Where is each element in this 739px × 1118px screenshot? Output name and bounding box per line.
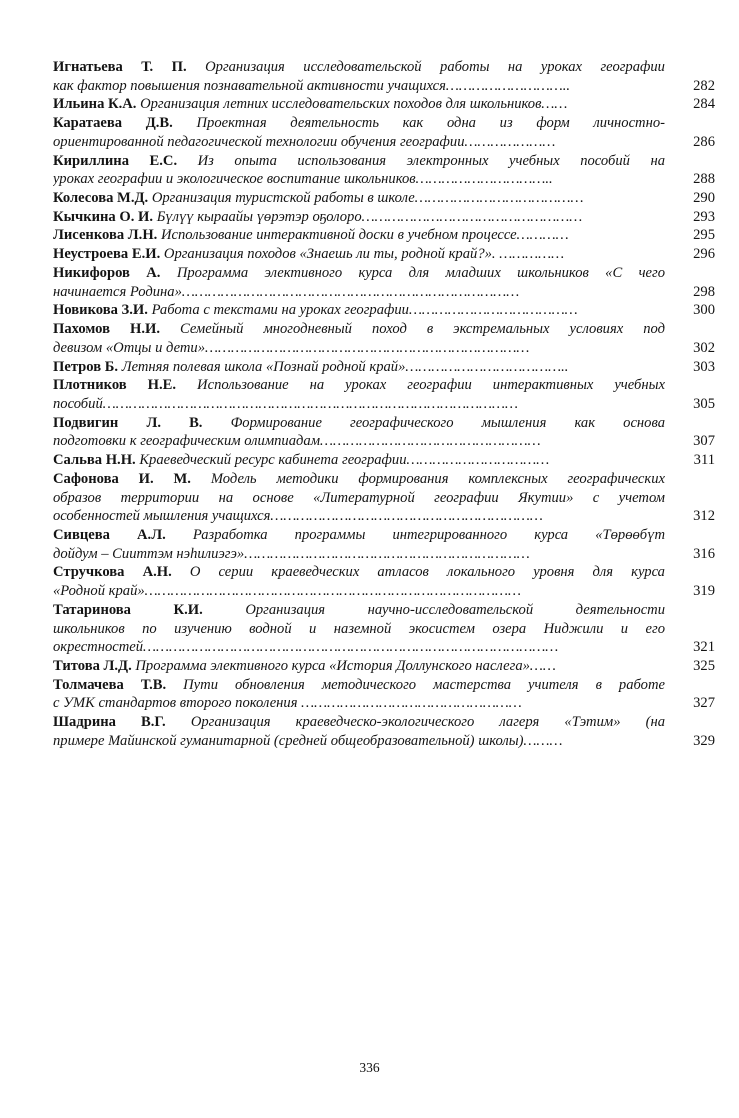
toc-line-text <box>53 358 665 377</box>
toc-entry <box>53 152 715 189</box>
toc-title: окрестностей…………………………………………………………………………………… <box>53 639 559 656</box>
toc-page-number: 327 <box>693 695 715 712</box>
toc-line-text <box>53 376 665 395</box>
toc-page-number: 316 <box>693 545 715 562</box>
toc-line-text <box>53 507 665 526</box>
toc-line-text <box>53 208 665 227</box>
toc-page-number: 290 <box>693 190 715 207</box>
toc-title: дойдум – Сииттэм нэһилиэгэ»………………………………………………………… <box>53 545 530 562</box>
toc-line <box>53 451 715 470</box>
toc-line-text <box>53 563 665 582</box>
toc-line <box>53 713 715 732</box>
toc-title: Модель методики формирования комплексных географических <box>210 470 665 487</box>
toc-line <box>53 245 715 264</box>
toc-title: пособий…………………………………………………………………………………… <box>53 395 518 412</box>
page-number: 336 <box>359 1060 380 1075</box>
toc-title: «Родной край»…………………………………………………………………………… <box>53 583 521 600</box>
toc-line-text <box>53 77 665 96</box>
toc-page-number: 293 <box>693 208 715 225</box>
toc-author: Плотников Н.Е. <box>53 377 177 394</box>
toc-entry <box>53 208 715 227</box>
toc-line-text <box>53 489 665 508</box>
toc-page-number: 288 <box>693 171 715 188</box>
toc-line-text <box>53 395 665 414</box>
toc-title: Программа элективного курса для младших школьников «С чего <box>176 264 665 281</box>
toc-title: Из опыта использования электронных учебных пособий на <box>197 152 665 169</box>
toc-title: начинается Родина»…………………………………………………………………… <box>53 283 520 300</box>
toc-line <box>53 694 715 713</box>
toc-line <box>53 657 715 676</box>
toc-title: Семейный многодневный поход в экстремальных условиях под <box>179 321 665 338</box>
toc-title: подготовки к географическим олимпиадам…………………………………………… <box>53 433 541 450</box>
toc-entry <box>53 264 715 301</box>
toc-page-number: 307 <box>693 433 715 450</box>
toc-author: Пахомов Н.И. <box>53 321 160 338</box>
toc-line <box>53 226 715 245</box>
toc-entry <box>53 58 715 95</box>
toc-page-number: 305 <box>693 395 715 412</box>
toc-line <box>53 545 715 564</box>
toc-author: Петров Б. <box>53 358 119 375</box>
toc-line-text <box>53 620 665 639</box>
toc-author: Кычкина О. И. <box>53 208 154 225</box>
toc-title: Организация походов «Знаешь ли ты, родной край?». …………… <box>163 246 565 263</box>
toc-page-number: 298 <box>693 283 715 300</box>
toc-title: школьников по изучению водной и наземной экосистем озера Ниджили и его <box>53 620 665 637</box>
toc-entry <box>53 358 715 377</box>
toc-line-text <box>53 657 665 676</box>
toc-author: Лисенкова Л.Н. <box>53 227 158 244</box>
toc-line-text <box>53 414 665 433</box>
toc-title: Бүлүү кыраайы үөрэтэр оҕолоро…………………………………………… <box>156 208 583 225</box>
toc-line-text <box>53 638 665 657</box>
toc-title: особенностей мышления учащихся……………………………………………………… <box>53 508 543 525</box>
toc-line <box>53 189 715 208</box>
toc-author: Игнатьева Т. П. <box>53 59 187 75</box>
toc-title: уроках географии и экологическое воспитание школьников………………………….. <box>53 171 553 188</box>
toc-entry <box>53 245 715 264</box>
toc-entry <box>53 676 715 713</box>
toc-page-number: 311 <box>693 452 715 469</box>
toc-author: Никифоров А. <box>53 264 161 281</box>
toc-author: Шадрина В.Г. <box>53 714 166 731</box>
toc-line-text <box>53 320 665 339</box>
toc-entry <box>53 451 715 470</box>
toc-author: Сивцева А.Л. <box>53 526 166 543</box>
toc-line-text <box>53 152 665 171</box>
toc-entry <box>53 526 715 563</box>
toc-page-number: 329 <box>693 732 715 749</box>
toc-entry <box>53 226 715 245</box>
toc-line <box>53 470 715 489</box>
toc-author: Сафонова И. М. <box>53 470 191 487</box>
toc-line <box>53 526 715 545</box>
toc-line-text <box>53 470 665 489</box>
toc-title: Формирование географического мышления как основа <box>230 414 665 431</box>
toc-page-number: 286 <box>693 133 715 150</box>
toc-line-text <box>53 245 665 264</box>
toc-line-text <box>53 694 665 713</box>
toc-line <box>53 77 715 96</box>
toc-entry <box>53 414 715 451</box>
toc-line-text <box>53 226 665 245</box>
toc-page-number: 300 <box>693 302 715 319</box>
toc-line-text <box>53 301 665 320</box>
toc-line <box>53 208 715 227</box>
toc-entry <box>53 376 715 413</box>
toc-line-text <box>53 582 665 601</box>
toc-line-text <box>53 339 665 358</box>
toc-line-text <box>53 451 665 470</box>
toc-author: Подвигин Л. В. <box>53 414 203 431</box>
toc-page-number: 312 <box>693 508 715 525</box>
toc-line-text <box>53 133 665 152</box>
toc-line <box>53 133 715 152</box>
toc-line-text <box>53 264 665 283</box>
toc-title: Организация исследовательской работы на уроках географии <box>205 59 665 75</box>
toc-entry <box>53 713 715 750</box>
toc-title: примере Майинской гуманитарной (средней общеобразовательной) школы)……… <box>53 732 563 749</box>
toc-title: Программа элективного курса «История Доллунского наслега»…… <box>135 658 556 674</box>
toc-line <box>53 601 715 620</box>
toc-line-text <box>53 601 665 620</box>
toc-page-number: 303 <box>693 358 715 375</box>
toc-title: Работа с текстами на уроках географии………………………………… <box>151 302 578 319</box>
toc-line <box>53 395 715 414</box>
toc-page-number: 319 <box>693 583 715 600</box>
toc-title: с УМК стандартов второго поколения …………………………………………… <box>53 695 522 712</box>
toc-entry <box>53 95 715 114</box>
toc-line <box>53 507 715 526</box>
toc-author: Неустроева Е.И. <box>53 246 161 263</box>
toc-author: Каратаева Д.В. <box>53 115 173 132</box>
toc-title: девизом «Отцы и дети»………………………………………………………………… <box>53 339 530 356</box>
toc-entry <box>53 470 715 526</box>
toc-line <box>53 376 715 395</box>
toc-author: Колесова М.Д. <box>53 190 149 207</box>
toc-line-text <box>53 713 665 732</box>
toc-author: Ильина К.А. <box>53 96 137 113</box>
toc-line <box>53 638 715 657</box>
toc-title: Использование на уроках географии интерактивных учебных <box>197 377 665 394</box>
toc-author: Титова Л.Д. <box>53 658 132 674</box>
toc-line-text <box>53 189 665 208</box>
toc-entry <box>53 601 715 657</box>
toc-title: Проектная деятельность как одна из форм личностно- <box>196 115 665 132</box>
toc-page-number: 284 <box>693 96 715 113</box>
toc-line <box>53 432 715 451</box>
toc-line <box>53 95 715 114</box>
table-of-contents <box>53 58 715 751</box>
toc-line-text <box>53 283 665 302</box>
toc-line <box>53 114 715 133</box>
toc-line <box>53 620 715 639</box>
toc-line-text <box>53 95 665 114</box>
toc-title: Использование интерактивной доски в учебном процессе………… <box>160 227 569 244</box>
toc-author: Стручкова А.Н. <box>53 564 172 581</box>
toc-title: Организация туристской работы в школе………………………………… <box>151 190 584 207</box>
toc-line-text <box>53 170 665 189</box>
toc-title: как фактор повышения познавательной активности учащихся……………………….. <box>53 77 570 94</box>
toc-page-number: 296 <box>693 246 715 263</box>
toc-line <box>53 676 715 695</box>
toc-entry <box>53 114 715 151</box>
toc-line-text <box>53 676 665 695</box>
toc-title: Краеведческий ресурс кабинета географии…………………………… <box>139 452 550 469</box>
toc-entry <box>53 320 715 357</box>
toc-title: ориентированной педагогической технологии обучения географии………………… <box>53 133 556 150</box>
toc-line <box>53 264 715 283</box>
toc-line <box>53 489 715 508</box>
toc-page-number: 295 <box>693 227 715 244</box>
toc-line <box>53 339 715 358</box>
toc-title: Разработка программы интегрированного курса «Төрөөбүт <box>192 526 665 543</box>
toc-line <box>53 563 715 582</box>
toc-title: Организация научно-исследовательской деятельности <box>245 601 665 618</box>
toc-title: Пути обновления методического мастерства учителя в работе <box>183 676 665 693</box>
toc-page-number: 325 <box>693 658 715 674</box>
toc-line-text <box>53 432 665 451</box>
toc-entry <box>53 189 715 208</box>
toc-author: Новикова З.И. <box>53 302 148 319</box>
toc-author: Сальва Н.Н. <box>53 452 136 469</box>
toc-line <box>53 301 715 320</box>
toc-line-text <box>53 732 665 751</box>
toc-line <box>53 152 715 171</box>
toc-page-number: 321 <box>693 639 715 656</box>
toc-line-text <box>53 58 665 77</box>
toc-title: Организация краеведческо-экологического лагеря «Тэтим» (на <box>190 714 665 731</box>
toc-line <box>53 732 715 751</box>
toc-line-text <box>53 526 665 545</box>
toc-line <box>53 582 715 601</box>
toc-title: Организация летних исследовательских походов для школьников…… <box>140 96 568 113</box>
toc-entry <box>53 563 715 600</box>
toc-entry <box>53 657 715 676</box>
toc-author: Толмачева Т.В. <box>53 676 167 693</box>
toc-title: образов территории на основе «Литературной географии Якутии» с учетом <box>53 489 665 506</box>
toc-line <box>53 58 715 77</box>
toc-line <box>53 283 715 302</box>
toc-line-text <box>53 114 665 133</box>
toc-line <box>53 320 715 339</box>
toc-author: Кириллина Е.С. <box>53 152 178 169</box>
toc-entry <box>53 301 715 320</box>
toc-title: О серии краеведческих атласов локального уровня для курса <box>189 564 665 581</box>
toc-page-number: 282 <box>693 77 715 94</box>
toc-line-text <box>53 545 665 564</box>
toc-page-number: 302 <box>693 339 715 356</box>
toc-line <box>53 358 715 377</box>
toc-title: Летняя полевая школа «Познай родной край»……………………………….. <box>121 358 569 375</box>
toc-line <box>53 170 715 189</box>
toc-author: Татаринова К.И. <box>53 601 203 618</box>
toc-line <box>53 414 715 433</box>
